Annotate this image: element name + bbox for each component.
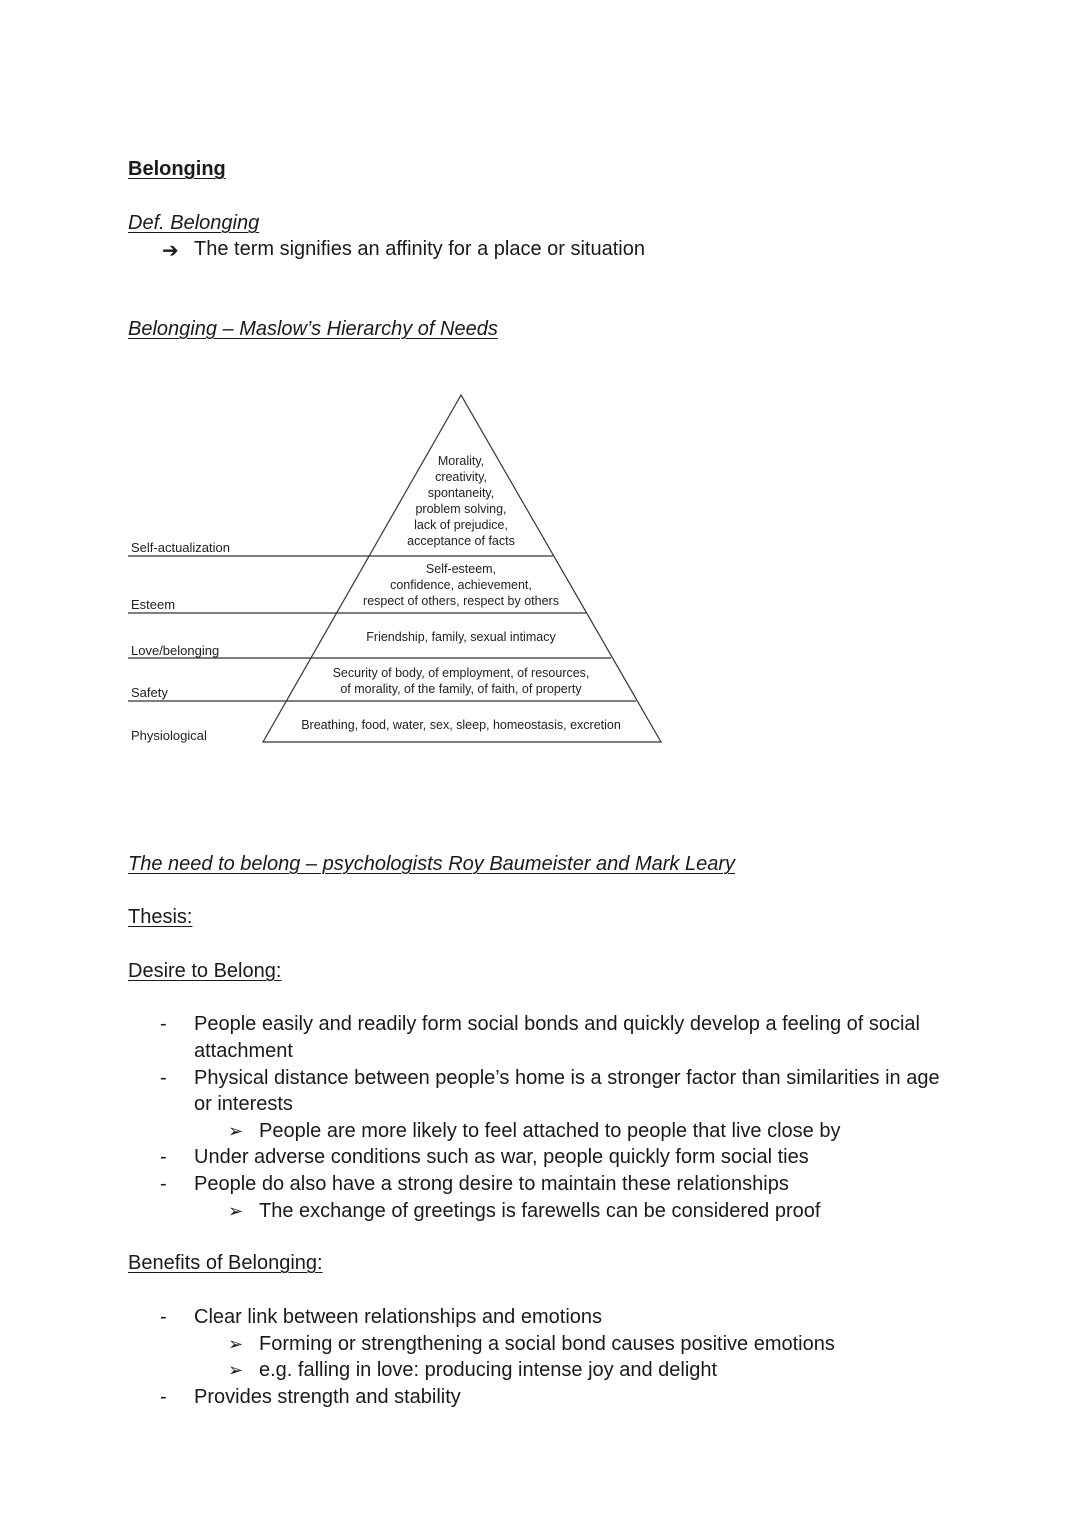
level-label-safety: Safety (131, 685, 168, 700)
dash-bullet: - (160, 1067, 167, 1089)
level-label-love-belonging: Love/belonging (131, 643, 220, 658)
esteem-line: Self-esteem, (425, 562, 497, 576)
thesis-heading: Thesis: (128, 906, 193, 928)
dash-bullet: - (160, 1146, 167, 1168)
sub-list-item: People are more likely to feel attached to people that live close by (259, 1120, 841, 1142)
dash-bullet: - (160, 1013, 167, 1035)
self-actualization-line: spontaneity, (427, 486, 495, 500)
list-item: Provides strength and stability (194, 1386, 461, 1408)
safety-line: Security of body, of employment, of resources, (332, 666, 590, 680)
list-item: Under adverse conditions such as war, people quickly form social ties (194, 1146, 809, 1168)
list-item: Clear link between relationships and emotions (194, 1306, 603, 1328)
dash-bullet: - (160, 1173, 167, 1195)
level-label-self-actualization: Self-actualization (131, 540, 230, 555)
sub-bullet-icon: ➢ (228, 1334, 244, 1354)
need-to-belong-heading: The need to belong – psychologists Roy Baumeister and Mark Leary (128, 853, 736, 875)
benefits-heading: Benefits of Belonging: (128, 1252, 323, 1274)
dash-bullet: - (160, 1386, 167, 1408)
self-actualization-line: acceptance of facts (407, 534, 515, 548)
self-actualization-line: lack of prejudice, (414, 518, 508, 532)
definition-heading: Def. Belonging (128, 212, 260, 234)
list-item: People easily and readily form social bonds and quickly develop a feeling of social (194, 1013, 920, 1035)
self-actualization-line: Morality, (437, 454, 485, 468)
physiological-line: Breathing, food, water, sex, sleep, homeostasis, excretion (301, 718, 621, 732)
list-item-continued: or interests (194, 1093, 293, 1115)
esteem-line: confidence, achievement, (390, 578, 532, 592)
level-label-esteem: Esteem (131, 597, 176, 612)
self-actualization-line: creativity, (435, 470, 487, 484)
sub-list-item: e.g. falling in love: producing intense joy and delight (259, 1359, 718, 1381)
sub-list-item: The exchange of greetings is farewells can be considered proof (259, 1200, 821, 1222)
sub-bullet-icon: ➢ (228, 1201, 244, 1221)
safety-line: of morality, of the family, of faith, of property (340, 682, 582, 696)
sub-list-item: Forming or strengthening a social bond causes positive emotions (259, 1333, 835, 1355)
love-belonging-line: Friendship, family, sexual intimacy (366, 630, 556, 644)
list-item-continued: attachment (194, 1040, 293, 1062)
maslow-heading: Belonging – Maslow’s Hierarchy of Needs (128, 318, 498, 340)
dash-bullet: - (160, 1306, 167, 1328)
desire-heading: Desire to Belong: (128, 960, 282, 982)
esteem-line: respect of others, respect by others (363, 594, 559, 608)
definition-text: The term signifies an affinity for a place or situation (194, 238, 645, 260)
sub-bullet-icon: ➢ (228, 1121, 244, 1141)
self-actualization-line: problem solving, (415, 502, 507, 516)
list-item: Physical distance between people’s home is a stronger factor than similarities in age (194, 1067, 940, 1089)
arrow-icon: ➔ (162, 240, 179, 262)
level-label-physiological: Physiological (131, 728, 207, 743)
page-title: Belonging (128, 158, 226, 180)
list-item: People do also have a strong desire to maintain these relationships (194, 1173, 789, 1195)
sub-bullet-icon: ➢ (228, 1360, 244, 1380)
